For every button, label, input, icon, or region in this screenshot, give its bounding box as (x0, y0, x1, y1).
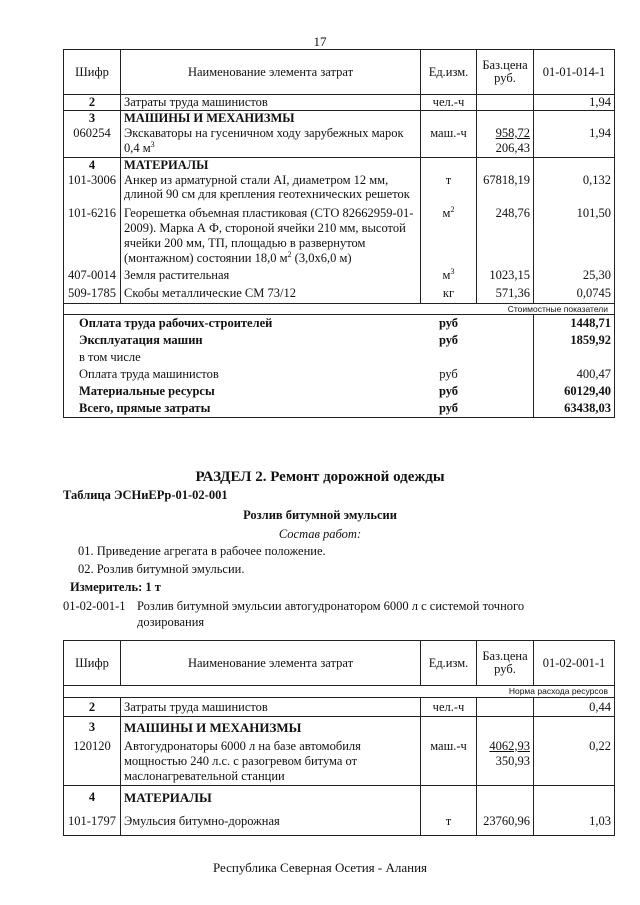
header-price: Баз.цена руб. (477, 641, 534, 686)
row-unit: кг (421, 286, 477, 304)
summary-unit: руб (421, 400, 477, 418)
summary-unit: руб (438, 316, 459, 330)
group-title: МАШИНЫ И МЕХАНИЗМЫ (121, 111, 421, 127)
row-code: 101-1797 (64, 809, 121, 836)
work-item: 02. Розлив битумной эмульсии. (78, 562, 245, 576)
summary-value: 1448,71 (534, 315, 615, 333)
table-row (64, 268, 615, 286)
summary-name: Эксплуатация машин (64, 332, 421, 349)
row-value: 1,94 (534, 95, 615, 111)
summary-unit: руб (438, 384, 459, 398)
row-name: Эмульсия битумно-дорожная (121, 809, 421, 836)
row-value: 101,50 (534, 206, 615, 268)
row-value: 0,0745 (534, 286, 615, 304)
header-price: Баз.цена руб. (477, 50, 534, 95)
summary-name: в том числе (64, 349, 421, 366)
row-price (477, 698, 534, 717)
group-title: МАШИНЫ И МЕХАНИЗМЫ (121, 717, 421, 739)
item-description-line1: Розлив битумной эмульсии автогудронатором 6000 л с системой точного (137, 599, 525, 613)
header-unit: Ед.изм. (421, 50, 477, 95)
table-row (64, 739, 615, 786)
band-label: Стоимостные показатели (64, 304, 615, 315)
row-code: 101-6216 (64, 206, 121, 268)
row-code: 2 (64, 95, 121, 111)
row-code: 2 (64, 698, 121, 717)
row-code: 3 (64, 111, 121, 127)
section-title: РАЗДЕЛ 2. Ремонт дорожной одежды (195, 469, 445, 485)
group-title: МАТЕРИАЛЫ (121, 157, 421, 173)
row-name: Скобы металлические СМ 73/12 (121, 286, 421, 304)
summary-unit: руб (438, 333, 459, 347)
header-norm: 01-02-001-1 (534, 641, 615, 686)
row-unit: т (421, 809, 477, 836)
row-price: 248,76 (477, 206, 534, 268)
table-row (64, 809, 615, 836)
row-name: Экскаваторы на гусеничном ходу зарубежных марок 0,4 $м^3$ (121, 126, 421, 157)
row-price: 67818,19 (477, 173, 534, 206)
summary-unit: руб (439, 367, 458, 381)
item-code: 01-02-001-1 (63, 599, 126, 613)
summary-row (64, 383, 615, 400)
header-norm: 01-01-014-1 (534, 50, 615, 95)
band-row (64, 304, 615, 315)
row-unit: т (421, 173, 477, 206)
row-name: Анкер из арматурной стали AI, диаметром 12 мм, длиной 90 см для крепления геотехнических решеток (121, 173, 421, 206)
group-header-row (64, 157, 615, 173)
summary-row (64, 315, 615, 333)
row-name: Автогудронаторы 6000 л на базе автомобиля мощностью 240 л.с. с разогревом битума от маслонагревательной станции (121, 739, 421, 786)
works-title: Состав работ: (278, 527, 362, 541)
table-row (64, 286, 615, 304)
summary-value (534, 349, 615, 366)
row-unit: маш.-ч (421, 126, 477, 157)
summary-name: Всего, прямые затраты (64, 400, 421, 418)
table-row (64, 95, 615, 111)
summary-value: 1859,92 (534, 332, 615, 349)
table-label: Таблица ЭСНиЕРр-01-02-001 (63, 488, 228, 502)
group-header-row (64, 717, 615, 739)
row-unit: $м^2$ (421, 206, 477, 268)
table-row (64, 126, 615, 157)
header-code: Шифр (64, 641, 121, 686)
row-unit: чел.-ч (421, 698, 477, 717)
row-unit: $м^3$ (421, 268, 477, 286)
row-code: 101-3006 (64, 173, 121, 206)
group-title: МАТЕРИАЛЫ (121, 786, 421, 809)
summary-row (64, 366, 615, 383)
band-row (64, 686, 615, 698)
table-row (64, 206, 615, 268)
row-price: 23760,96 (477, 809, 534, 836)
row-name: Земля растительная (121, 268, 421, 286)
table-header (64, 641, 615, 686)
row-price: 4062,93 350,93 (477, 739, 534, 786)
row-code: 509-1785 (64, 286, 121, 304)
row-price: 571,36 (477, 286, 534, 304)
row-unit: маш.-ч (421, 739, 477, 786)
summary-row (64, 332, 615, 349)
row-code: 4 (64, 786, 121, 809)
table-row (64, 173, 615, 206)
row-value: 1,94 (534, 126, 615, 157)
section-subtitle: Розлив битумной эмульсии (243, 508, 397, 522)
page-number: 17 (313, 34, 327, 49)
row-code: 3 (64, 717, 121, 739)
row-code: 120120 (64, 739, 121, 786)
row-code: 407-0014 (64, 268, 121, 286)
row-price: 958,72 206,43 (477, 126, 534, 157)
work-item: 01. Приведение агрегата в рабочее положение. (78, 544, 326, 558)
summary-row (64, 349, 615, 366)
summary-value: 60129,40 (534, 383, 615, 400)
group-header-row (64, 786, 615, 809)
row-value: 0,132 (534, 173, 615, 206)
meter: Измеритель: 1 т (70, 580, 161, 594)
summary-row (64, 400, 615, 418)
row-value: 0,22 (534, 739, 615, 786)
row-value: 25,30 (534, 268, 615, 286)
summary-value: 63438,03 (534, 400, 615, 418)
resource-table-2 (63, 640, 615, 836)
resource-table-1 (63, 49, 615, 418)
summary-name: Оплата труда рабочих-строителей (64, 315, 421, 333)
row-name: Георешетка объемная пластиковая (СТО 82662959-01-2009). Марка А Ф, стороной ячейки 210 мм, высотой ячейки 200 мм, ТП, площадью в развернутом (монтажном) состоянии 18,0 $м^2$ (3,0х6,0 м) (121, 206, 421, 268)
row-value: 0,44 (534, 698, 615, 717)
item-description-line2: дозирования (137, 615, 205, 629)
band-label: Норма расхода ресурсов (64, 686, 615, 698)
summary-value: 400,47 (534, 366, 615, 383)
row-code: 060254 (64, 126, 121, 157)
header-code: Шифр (64, 50, 121, 95)
row-code: 4 (64, 157, 121, 173)
row-price (477, 95, 534, 111)
header-name: Наименование элемента затрат (121, 50, 421, 95)
summary-name: Материальные ресурсы (64, 383, 421, 400)
row-name: Затраты труда машинистов (121, 698, 421, 717)
summary-unit (421, 349, 477, 366)
row-value: 1,03 (534, 809, 615, 836)
header-name: Наименование элемента затрат (121, 641, 421, 686)
group-header-row (64, 111, 615, 127)
row-name: Затраты труда машинистов (121, 95, 421, 111)
footer: Республика Северная Осетия - Алания (212, 860, 428, 875)
row-price: 1023,15 (477, 268, 534, 286)
summary-name: Оплата труда машинистов (64, 366, 421, 383)
table-header (64, 50, 615, 95)
row-unit: чел.-ч (421, 95, 477, 111)
table-row (64, 698, 615, 717)
header-unit: Ед.изм. (421, 641, 477, 686)
